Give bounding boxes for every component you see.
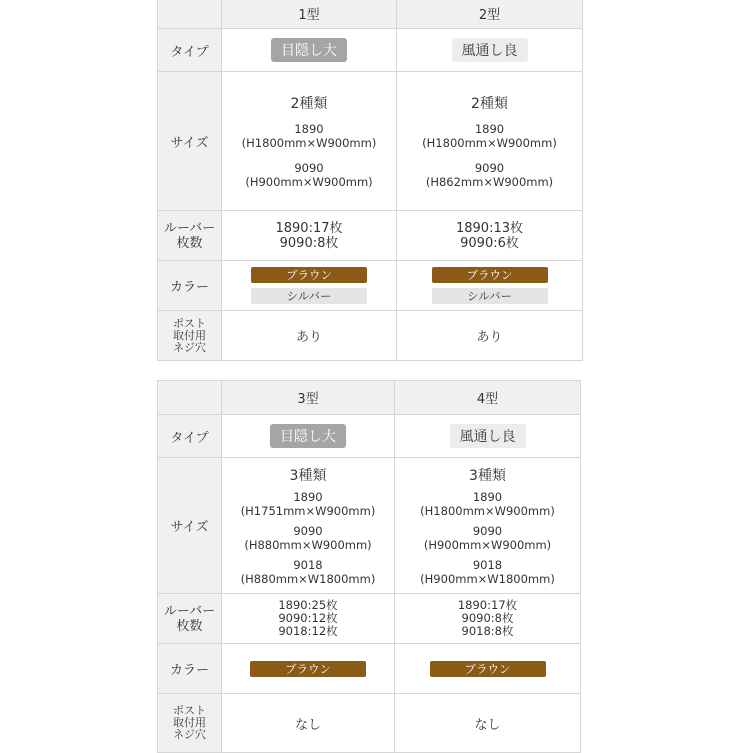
post-holes-cell xyxy=(222,694,395,753)
size-code: 1890 xyxy=(294,122,324,136)
size-code: 1890 xyxy=(293,490,323,504)
model-name: 1型 xyxy=(222,0,397,29)
color-cell xyxy=(397,261,583,311)
size-count: 3種類 xyxy=(289,468,327,484)
size-entry xyxy=(395,525,580,552)
model-name: 4型 xyxy=(395,381,581,415)
type-cell xyxy=(222,415,395,458)
size-code: 9090 xyxy=(293,524,323,538)
size-dims: (H862mm×W900mm) xyxy=(425,174,554,189)
size-code: 9018 xyxy=(472,558,503,572)
label-line: ポスト xyxy=(173,704,206,717)
louver-count: 9090:6枚 xyxy=(460,235,519,251)
post-holes-cell xyxy=(222,311,397,361)
label-line: 取付用 xyxy=(173,328,206,342)
louver-count: 1890:25枚 xyxy=(278,598,338,612)
label-line: 取付用 xyxy=(173,716,206,729)
size-code: 9090 xyxy=(474,161,505,175)
type-badge: 目隠し大 xyxy=(271,38,347,62)
size-entry xyxy=(397,123,582,150)
row-label-size: サイズ xyxy=(158,72,222,211)
size-dims: (H880mm×W1800mm) xyxy=(240,571,376,586)
label-line: ネジ穴 xyxy=(173,728,206,741)
post-holes-value: あり xyxy=(295,330,322,345)
color-badge-brown: ブラウン xyxy=(432,267,548,283)
size-cell xyxy=(397,72,583,211)
label-line: ルーバー xyxy=(163,603,216,619)
size-count: 2種類 xyxy=(471,96,508,112)
label-line: ポスト xyxy=(173,316,206,330)
louver-count: 9018:8枚 xyxy=(461,624,514,638)
row-label-size: サイズ xyxy=(158,458,222,594)
model-name: 3型 xyxy=(222,381,395,415)
type-cell xyxy=(222,29,397,72)
size-cell xyxy=(395,458,581,594)
label-line: ルーバー xyxy=(163,220,216,236)
type-cell xyxy=(397,29,583,72)
row-label-color: カラー xyxy=(158,644,222,694)
type-badge: 目隠し大 xyxy=(270,424,346,448)
size-entry xyxy=(222,491,394,518)
louver-cell xyxy=(395,594,581,644)
color-badge-silver: シルバー xyxy=(432,288,548,304)
label-line: 枚数 xyxy=(176,235,203,251)
post-holes-cell xyxy=(395,694,581,753)
spec-table-1 xyxy=(157,0,583,361)
size-dims: (H1800mm×W900mm) xyxy=(420,503,555,518)
post-holes-value: あり xyxy=(476,330,503,345)
louver-count: 9090:12枚 xyxy=(278,611,338,625)
row-label-color: カラー xyxy=(158,261,222,311)
post-holes-value: なし xyxy=(474,717,501,733)
louver-count: 1890:17枚 xyxy=(275,220,343,236)
color-cell xyxy=(222,261,397,311)
header-corner xyxy=(158,0,222,29)
louver-count: 9090:8枚 xyxy=(279,235,339,251)
size-entry xyxy=(222,123,396,150)
size-dims: (H900mm×W900mm) xyxy=(245,174,373,189)
row-label-louver xyxy=(158,211,222,261)
size-dims: (H1751mm×W900mm) xyxy=(240,503,376,518)
louver-count: 1890:17枚 xyxy=(457,598,518,612)
size-entry xyxy=(395,491,580,518)
size-cell xyxy=(222,72,397,211)
size-code: 1890 xyxy=(474,122,505,136)
type-cell xyxy=(395,415,581,458)
label-line: 枚数 xyxy=(176,618,203,634)
louver-count: 9090:8枚 xyxy=(461,611,514,625)
color-badge-silver: シルバー xyxy=(251,288,367,304)
size-cell xyxy=(222,458,395,594)
row-label-louver xyxy=(158,594,222,644)
label-line: ネジ穴 xyxy=(173,340,206,354)
louver-cell xyxy=(222,594,395,644)
spec-table-2 xyxy=(157,380,581,753)
size-code: 9090 xyxy=(472,524,503,538)
color-cell xyxy=(222,644,395,694)
row-label-post-holes xyxy=(158,694,222,753)
louver-count: 1890:13枚 xyxy=(455,220,523,236)
louver-cell xyxy=(397,211,583,261)
size-count: 3種類 xyxy=(469,468,506,484)
louver-cell xyxy=(222,211,397,261)
post-holes-cell xyxy=(397,311,583,361)
row-label-type: タイプ xyxy=(158,29,222,72)
louver-count: 9018:12枚 xyxy=(278,624,338,638)
size-count: 2種類 xyxy=(290,96,328,112)
size-dims: (H900mm×W1800mm) xyxy=(420,571,555,586)
post-holes-value: なし xyxy=(294,717,321,733)
row-label-post-holes xyxy=(158,311,222,361)
size-code: 1890 xyxy=(472,490,503,504)
size-code: 9090 xyxy=(294,161,324,175)
size-code: 9018 xyxy=(293,558,323,572)
color-badge-brown: ブラウン xyxy=(250,661,366,677)
size-entry xyxy=(222,559,394,586)
size-dims: (H900mm×W900mm) xyxy=(423,537,552,552)
size-dims: (H1800mm×W900mm) xyxy=(241,135,377,150)
type-badge: 風通し良 xyxy=(452,38,528,62)
type-badge: 風通し良 xyxy=(450,424,526,448)
size-entry xyxy=(222,525,394,552)
size-dims: (H1800mm×W900mm) xyxy=(422,135,557,150)
size-entry xyxy=(395,559,580,586)
row-label-type: タイプ xyxy=(158,415,222,458)
header-corner xyxy=(158,381,222,415)
color-cell xyxy=(395,644,581,694)
size-entry xyxy=(397,162,582,189)
size-entry xyxy=(222,162,396,189)
size-dims: (H880mm×W900mm) xyxy=(244,537,372,552)
model-name: 2型 xyxy=(397,0,583,29)
color-badge-brown: ブラウン xyxy=(251,267,367,283)
color-badge-brown: ブラウン xyxy=(430,661,546,677)
